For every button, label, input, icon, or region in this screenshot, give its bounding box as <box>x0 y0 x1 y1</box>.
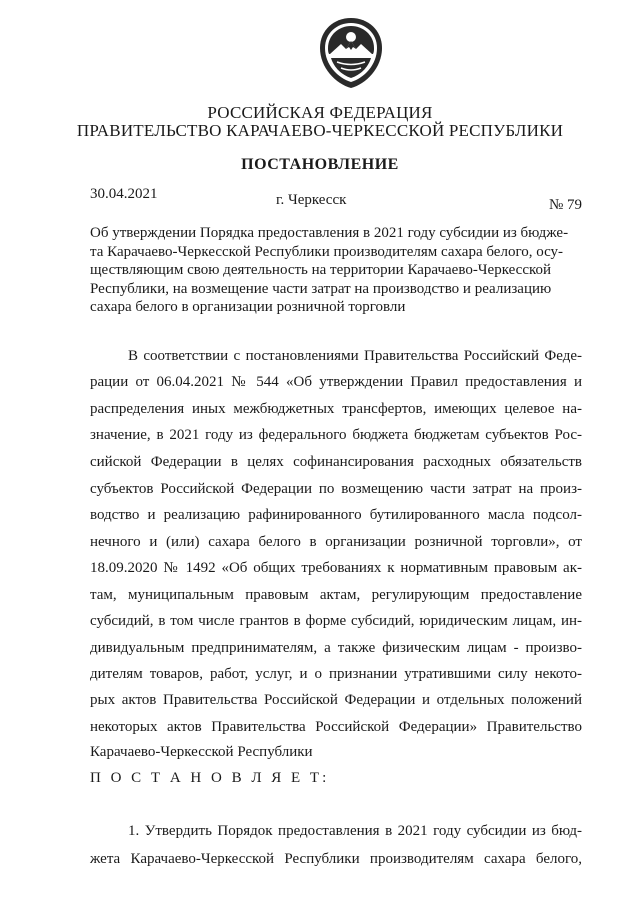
body-line: сийской Федерации в целях софинансирования расходных обязательств <box>90 454 582 470</box>
body-line: В соответствии с постановлениями Правительства Российский Феде- <box>128 348 582 364</box>
coat-of-arms-emblem <box>316 16 386 90</box>
item-line: 1. Утвердить Порядок предоставления в 2021 году субсидии из бюд- <box>128 823 582 839</box>
subject-line: та Карачаево-Черкесской Республики производителям сахара белого, осу- <box>90 243 564 260</box>
body-line: рых актов Правительства Российской Федерации и отдельных положений <box>90 692 582 708</box>
body-line: субсидий, в том числе грантов в форме субсидий, юридическим лицам, ин- <box>90 613 582 629</box>
document-city: г. Черкесск <box>276 192 347 208</box>
body-line: 18.09.2020 № 1492 «Об общих требованиях к нормативным правовым ак- <box>90 560 582 576</box>
body-line: рации от 06.04.2021 № 544 «Об утверждении Правил предоставления и <box>90 374 582 390</box>
body-line: дителям товаров, работ, услуг, и о признании утратившими силу некото- <box>90 666 582 682</box>
header-government: ПРАВИТЕЛЬСТВО КАРАЧАЕВО-ЧЕРКЕССКОЙ РЕСПУБЛИКИ <box>76 121 564 140</box>
body-line: там, муниципальным правовым актам, регулирующим предоставление <box>90 587 582 603</box>
subject-line: сахара белого в организации розничной торговли <box>90 299 406 315</box>
body-line: нечного и (или) сахара белого в организации розничной торговли», от <box>90 534 582 550</box>
body-line: водство и реализацию рафинированного бутилированного масла подсол- <box>90 507 582 523</box>
subject-line: Республики, на возмещение части затрат на производство и реализацию <box>90 280 552 297</box>
body-line: некоторых актов Правительства Российской Федерации» Правительство <box>90 719 582 735</box>
header-country: РОССИЙСКАЯ ФЕДЕРАЦИЯ <box>207 103 433 122</box>
document-subject <box>90 224 582 317</box>
item-line: жета Карачаево-Черкесской Республики производителям сахара белого, <box>90 851 582 867</box>
subject-line: ществляющим свою деятельность на территории Карачаево-Черкесской <box>90 262 552 278</box>
document-date: 30.04.2021 <box>90 186 158 202</box>
decree-word: П О С Т А Н О В Л Я Е Т: <box>90 770 330 786</box>
body-line: Карачаево-Черкесской Республики <box>90 744 313 760</box>
body-line: распределения иных межбюджетных трансфертов, имеющих целевое на- <box>90 401 582 417</box>
document-type: ПОСТАНОВЛЕНИЕ <box>241 156 399 173</box>
subject-line: Об утверждении Порядка предоставления в 2021 году субсидии из бюдже- <box>90 225 569 241</box>
document-number: № 79 <box>549 197 583 213</box>
body-line: дивидуальным предпринимателям, а также физическим лицам - произво- <box>90 640 582 656</box>
body-line: субъектов Российской Федерации по возмещению части затрат на произ- <box>90 481 582 497</box>
body-line: значение, в 2021 году из федерального бюджета бюджетам субъектов Рос- <box>90 427 582 443</box>
